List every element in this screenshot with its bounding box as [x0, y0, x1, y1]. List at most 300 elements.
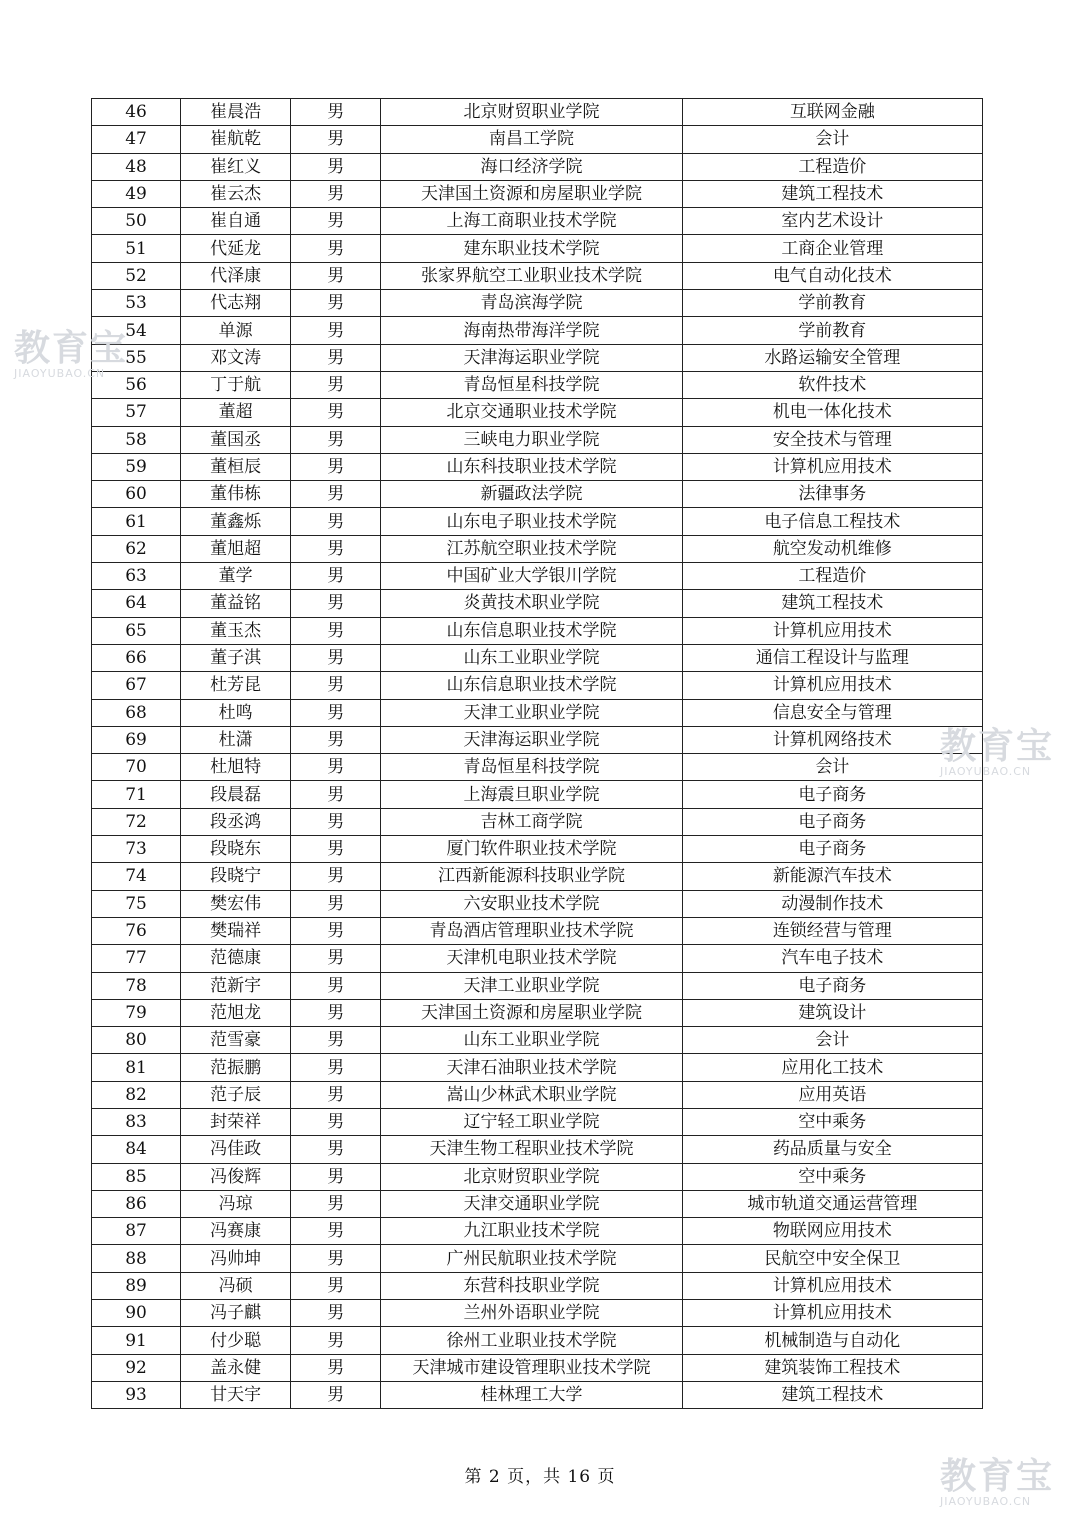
watermark-text: 教育宝 [14, 328, 129, 369]
major-cell: 计算机应用技术 [682, 453, 982, 480]
major-cell: 法律事务 [682, 481, 982, 508]
student-name-cell: 董鑫烁 [181, 508, 291, 535]
row-number-cell: 70 [92, 754, 181, 781]
student-name-cell: 崔云杰 [181, 180, 291, 207]
gender-cell: 男 [291, 371, 381, 398]
student-name-cell: 邓文涛 [181, 344, 291, 371]
college-cell: 天津交通职业学院 [381, 1190, 682, 1217]
row-number-cell: 72 [92, 808, 181, 835]
table-row [92, 917, 983, 944]
college-cell: 北京交通职业技术学院 [381, 399, 682, 426]
page-number-footer: 第 2 页，共 16 页 [464, 1467, 616, 1487]
major-cell: 信息安全与管理 [682, 699, 982, 726]
major-cell: 物联网应用技术 [682, 1218, 982, 1245]
major-cell: 计算机应用技术 [682, 1300, 982, 1327]
gender-cell: 男 [291, 1136, 381, 1163]
table-row [92, 180, 983, 207]
table-row [92, 726, 983, 753]
row-number-cell: 90 [92, 1300, 181, 1327]
gender-cell: 男 [291, 890, 381, 917]
row-number-cell: 80 [92, 1027, 181, 1054]
table-row [92, 1136, 983, 1163]
college-cell: 北京财贸职业学院 [381, 99, 682, 126]
college-cell: 炎黄技术职业学院 [381, 590, 682, 617]
gender-cell: 男 [291, 426, 381, 453]
college-cell: 徐州工业职业技术学院 [381, 1327, 682, 1354]
table-row [92, 371, 983, 398]
major-cell: 空中乘务 [682, 1163, 982, 1190]
gender-cell: 男 [291, 726, 381, 753]
college-cell: 山东工业职业学院 [381, 1027, 682, 1054]
table-row [92, 535, 983, 562]
major-cell: 新能源汽车技术 [682, 863, 982, 890]
gender-cell: 男 [291, 344, 381, 371]
student-name-cell: 付少聪 [181, 1327, 291, 1354]
gender-cell: 男 [291, 945, 381, 972]
row-number-cell: 81 [92, 1054, 181, 1081]
college-cell: 海口经济学院 [381, 153, 682, 180]
major-cell: 电气自动化技术 [682, 262, 982, 289]
college-cell: 吉林工商学院 [381, 808, 682, 835]
gender-cell: 男 [291, 1054, 381, 1081]
gender-cell: 男 [291, 453, 381, 480]
row-number-cell: 63 [92, 563, 181, 590]
college-cell: 海南热带海洋学院 [381, 317, 682, 344]
college-cell: 山东信息职业技术学院 [381, 672, 682, 699]
major-cell: 机械制造与自动化 [682, 1327, 982, 1354]
gender-cell: 男 [291, 481, 381, 508]
student-name-cell: 冯硕 [181, 1272, 291, 1299]
gender-cell: 男 [291, 644, 381, 671]
gender-cell: 男 [291, 999, 381, 1026]
row-number-cell: 69 [92, 726, 181, 753]
student-name-cell: 代延龙 [181, 235, 291, 262]
major-cell: 建筑工程技术 [682, 590, 982, 617]
student-name-cell: 范德康 [181, 945, 291, 972]
college-cell: 青岛恒星科技学院 [381, 754, 682, 781]
student-name-cell: 杜旭特 [181, 754, 291, 781]
row-number-cell: 49 [92, 180, 181, 207]
table-row [92, 508, 983, 535]
major-cell: 软件技术 [682, 371, 982, 398]
row-number-cell: 57 [92, 399, 181, 426]
student-name-cell: 樊宏伟 [181, 890, 291, 917]
table-row [92, 99, 983, 126]
row-number-cell: 46 [92, 99, 181, 126]
row-number-cell: 60 [92, 481, 181, 508]
row-number-cell: 87 [92, 1218, 181, 1245]
college-cell: 天津城市建设管理职业技术学院 [381, 1354, 682, 1381]
major-cell: 通信工程设计与监理 [682, 644, 982, 671]
college-cell: 上海震旦职业学院 [381, 781, 682, 808]
student-name-cell: 崔航乾 [181, 126, 291, 153]
college-cell: 张家界航空工业职业技术学院 [381, 262, 682, 289]
major-cell: 学前教育 [682, 290, 982, 317]
gender-cell: 男 [291, 1272, 381, 1299]
student-name-cell: 范雪豪 [181, 1027, 291, 1054]
table-row [92, 808, 983, 835]
major-cell: 工程造价 [682, 153, 982, 180]
student-name-cell: 董益铭 [181, 590, 291, 617]
student-name-cell: 杜芳昆 [181, 672, 291, 699]
student-name-cell: 段晓宁 [181, 863, 291, 890]
student-name-cell: 冯赛康 [181, 1218, 291, 1245]
table-row [92, 399, 983, 426]
row-number-cell: 51 [92, 235, 181, 262]
student-name-cell: 冯子麒 [181, 1300, 291, 1327]
table-row [92, 1245, 983, 1272]
row-number-cell: 55 [92, 344, 181, 371]
gender-cell: 男 [291, 1218, 381, 1245]
table-row [92, 1381, 983, 1408]
watermark-text: 教育宝 [940, 726, 1055, 767]
college-cell: 天津石油职业技术学院 [381, 1054, 682, 1081]
major-cell: 计算机应用技术 [682, 672, 982, 699]
student-name-cell: 盖永健 [181, 1354, 291, 1381]
major-cell: 电子商务 [682, 836, 982, 863]
college-cell: 山东电子职业技术学院 [381, 508, 682, 535]
gender-cell: 男 [291, 672, 381, 699]
major-cell: 电子商务 [682, 808, 982, 835]
table-row [92, 1190, 983, 1217]
table-row [92, 890, 983, 917]
college-cell: 上海工商职业技术学院 [381, 208, 682, 235]
row-number-cell: 85 [92, 1163, 181, 1190]
table-row [92, 1027, 983, 1054]
major-cell: 室内艺术设计 [682, 208, 982, 235]
row-number-cell: 66 [92, 644, 181, 671]
gender-cell: 男 [291, 836, 381, 863]
major-cell: 电子商务 [682, 972, 982, 999]
row-number-cell: 61 [92, 508, 181, 535]
row-number-cell: 59 [92, 453, 181, 480]
gender-cell: 男 [291, 1300, 381, 1327]
table-row [92, 1163, 983, 1190]
college-cell: 六安职业技术学院 [381, 890, 682, 917]
table-row [92, 672, 983, 699]
student-name-cell: 段丞鸿 [181, 808, 291, 835]
major-cell: 会计 [682, 1027, 982, 1054]
gender-cell: 男 [291, 1190, 381, 1217]
row-number-cell: 93 [92, 1381, 181, 1408]
row-number-cell: 84 [92, 1136, 181, 1163]
row-number-cell: 48 [92, 153, 181, 180]
college-cell: 青岛滨海学院 [381, 290, 682, 317]
major-cell: 药品质量与安全 [682, 1136, 982, 1163]
row-number-cell: 65 [92, 617, 181, 644]
major-cell: 城市轨道交通运营管理 [682, 1190, 982, 1217]
college-cell: 江苏航空职业技术学院 [381, 535, 682, 562]
major-cell: 计算机应用技术 [682, 617, 982, 644]
row-number-cell: 67 [92, 672, 181, 699]
gender-cell: 男 [291, 1108, 381, 1135]
row-number-cell: 91 [92, 1327, 181, 1354]
student-name-cell: 封荣祥 [181, 1108, 291, 1135]
college-cell: 东营科技职业学院 [381, 1272, 682, 1299]
gender-cell: 男 [291, 99, 381, 126]
major-cell: 电子商务 [682, 781, 982, 808]
student-name-cell: 樊瑞祥 [181, 917, 291, 944]
admission-list-table [91, 98, 983, 1409]
table-row [92, 1327, 983, 1354]
gender-cell: 男 [291, 781, 381, 808]
student-name-cell: 崔自通 [181, 208, 291, 235]
student-name-cell: 范子辰 [181, 1081, 291, 1108]
college-cell: 北京财贸职业学院 [381, 1163, 682, 1190]
table-row [92, 235, 983, 262]
table-row [92, 754, 983, 781]
college-cell: 天津机电职业技术学院 [381, 945, 682, 972]
college-cell: 天津工业职业学院 [381, 972, 682, 999]
row-number-cell: 74 [92, 863, 181, 890]
student-name-cell: 代志翔 [181, 290, 291, 317]
major-cell: 建筑工程技术 [682, 1381, 982, 1408]
major-cell: 汽车电子技术 [682, 945, 982, 972]
table-row [92, 863, 983, 890]
table-row [92, 126, 983, 153]
student-name-cell: 董旭超 [181, 535, 291, 562]
row-number-cell: 52 [92, 262, 181, 289]
table-row [92, 563, 983, 590]
college-cell: 青岛酒店管理职业技术学院 [381, 917, 682, 944]
college-cell: 青岛恒星科技学院 [381, 371, 682, 398]
table-row [92, 945, 983, 972]
table-row [92, 1272, 983, 1299]
college-cell: 中国矿业大学银川学院 [381, 563, 682, 590]
gender-cell: 男 [291, 1245, 381, 1272]
college-cell: 天津海运职业学院 [381, 344, 682, 371]
table-row [92, 426, 983, 453]
student-name-cell: 范旭龙 [181, 999, 291, 1026]
college-cell: 山东工业职业学院 [381, 644, 682, 671]
table-row [92, 699, 983, 726]
gender-cell: 男 [291, 863, 381, 890]
gender-cell: 男 [291, 1163, 381, 1190]
row-number-cell: 50 [92, 208, 181, 235]
table-row [92, 781, 983, 808]
gender-cell: 男 [291, 917, 381, 944]
student-name-cell: 丁于航 [181, 371, 291, 398]
table-row [92, 208, 983, 235]
major-cell: 电子信息工程技术 [682, 508, 982, 535]
table-row [92, 1081, 983, 1108]
major-cell: 机电一体化技术 [682, 399, 982, 426]
gender-cell: 男 [291, 590, 381, 617]
college-cell: 山东科技职业技术学院 [381, 453, 682, 480]
student-name-cell: 范振鹏 [181, 1054, 291, 1081]
gender-cell: 男 [291, 153, 381, 180]
row-number-cell: 83 [92, 1108, 181, 1135]
watermark-text: 教育宝 [940, 1456, 1055, 1497]
college-cell: 九江职业技术学院 [381, 1218, 682, 1245]
college-cell: 南昌工学院 [381, 126, 682, 153]
major-cell: 建筑设计 [682, 999, 982, 1026]
gender-cell: 男 [291, 508, 381, 535]
major-cell: 建筑工程技术 [682, 180, 982, 207]
gender-cell: 男 [291, 1327, 381, 1354]
table-row [92, 590, 983, 617]
student-name-cell: 冯俊辉 [181, 1163, 291, 1190]
major-cell: 会计 [682, 126, 982, 153]
student-name-cell: 董学 [181, 563, 291, 590]
gender-cell: 男 [291, 317, 381, 344]
watermark-logo [14, 330, 128, 380]
student-name-cell: 甘天宇 [181, 1381, 291, 1408]
student-name-cell: 董桓辰 [181, 453, 291, 480]
gender-cell: 男 [291, 1354, 381, 1381]
gender-cell: 男 [291, 1081, 381, 1108]
student-name-cell: 董子淇 [181, 644, 291, 671]
college-cell: 广州民航职业技术学院 [381, 1245, 682, 1272]
row-number-cell: 73 [92, 836, 181, 863]
gender-cell: 男 [291, 208, 381, 235]
table-row [92, 1054, 983, 1081]
major-cell: 应用英语 [682, 1081, 982, 1108]
major-cell: 互联网金融 [682, 99, 982, 126]
major-cell: 学前教育 [682, 317, 982, 344]
college-cell: 山东信息职业技术学院 [381, 617, 682, 644]
table-row [92, 644, 983, 671]
major-cell: 会计 [682, 754, 982, 781]
college-cell: 天津生物工程职业技术学院 [381, 1136, 682, 1163]
college-cell: 江西新能源科技职业学院 [381, 863, 682, 890]
table-row [92, 1108, 983, 1135]
gender-cell: 男 [291, 972, 381, 999]
table-row [92, 972, 983, 999]
row-number-cell: 92 [92, 1354, 181, 1381]
gender-cell: 男 [291, 1027, 381, 1054]
college-cell: 天津工业职业学院 [381, 699, 682, 726]
table-row [92, 344, 983, 371]
major-cell: 应用化工技术 [682, 1054, 982, 1081]
watermark-domain: JIAOYUBAO.CN [940, 765, 1032, 778]
table-row [92, 617, 983, 644]
major-cell: 民航空中安全保卫 [682, 1245, 982, 1272]
table-row [92, 1354, 983, 1381]
college-cell: 嵩山少林武术职业学院 [381, 1081, 682, 1108]
gender-cell: 男 [291, 699, 381, 726]
college-cell: 桂林理工大学 [381, 1381, 682, 1408]
student-name-cell: 董伟栋 [181, 481, 291, 508]
major-cell: 安全技术与管理 [682, 426, 982, 453]
row-number-cell: 75 [92, 890, 181, 917]
row-number-cell: 88 [92, 1245, 181, 1272]
row-number-cell: 56 [92, 371, 181, 398]
gender-cell: 男 [291, 399, 381, 426]
gender-cell: 男 [291, 235, 381, 262]
college-cell: 三峡电力职业学院 [381, 426, 682, 453]
gender-cell: 男 [291, 1381, 381, 1408]
college-cell: 辽宁轻工职业学院 [381, 1108, 682, 1135]
student-name-cell: 冯帅坤 [181, 1245, 291, 1272]
table-row [92, 836, 983, 863]
student-name-cell: 杜鸣 [181, 699, 291, 726]
student-name-cell: 冯琼 [181, 1190, 291, 1217]
major-cell: 工商企业管理 [682, 235, 982, 262]
row-number-cell: 62 [92, 535, 181, 562]
student-name-cell: 董玉杰 [181, 617, 291, 644]
major-cell: 连锁经营与管理 [682, 917, 982, 944]
table-row [92, 1300, 983, 1327]
table-row [92, 153, 983, 180]
student-name-cell: 杜潇 [181, 726, 291, 753]
watermark-logo [940, 1458, 1054, 1508]
gender-cell: 男 [291, 180, 381, 207]
student-name-cell: 崔红义 [181, 153, 291, 180]
gender-cell: 男 [291, 754, 381, 781]
row-number-cell: 71 [92, 781, 181, 808]
row-number-cell: 78 [92, 972, 181, 999]
row-number-cell: 68 [92, 699, 181, 726]
major-cell: 动漫制作技术 [682, 890, 982, 917]
student-name-cell: 单源 [181, 317, 291, 344]
row-number-cell: 86 [92, 1190, 181, 1217]
college-cell: 天津国土资源和房屋职业学院 [381, 180, 682, 207]
college-cell: 天津国土资源和房屋职业学院 [381, 999, 682, 1026]
table-row [92, 453, 983, 480]
gender-cell: 男 [291, 808, 381, 835]
table-row [92, 290, 983, 317]
student-name-cell: 董国丞 [181, 426, 291, 453]
row-number-cell: 53 [92, 290, 181, 317]
college-cell: 兰州外语职业学院 [381, 1300, 682, 1327]
student-name-cell: 段晓东 [181, 836, 291, 863]
major-cell: 计算机网络技术 [682, 726, 982, 753]
watermark-domain: JIAOYUBAO.CN [940, 1495, 1032, 1508]
college-cell: 新疆政法学院 [381, 481, 682, 508]
student-name-cell: 董超 [181, 399, 291, 426]
college-cell: 天津海运职业学院 [381, 726, 682, 753]
row-number-cell: 64 [92, 590, 181, 617]
row-number-cell: 47 [92, 126, 181, 153]
row-number-cell: 79 [92, 999, 181, 1026]
row-number-cell: 89 [92, 1272, 181, 1299]
major-cell: 工程造价 [682, 563, 982, 590]
major-cell: 建筑装饰工程技术 [682, 1354, 982, 1381]
gender-cell: 男 [291, 563, 381, 590]
gender-cell: 男 [291, 126, 381, 153]
gender-cell: 男 [291, 262, 381, 289]
row-number-cell: 58 [92, 426, 181, 453]
college-cell: 厦门软件职业技术学院 [381, 836, 682, 863]
table-row [92, 1218, 983, 1245]
gender-cell: 男 [291, 290, 381, 317]
gender-cell: 男 [291, 617, 381, 644]
table-row [92, 999, 983, 1026]
watermark-logo [940, 728, 1054, 778]
student-name-cell: 范新宇 [181, 972, 291, 999]
row-number-cell: 82 [92, 1081, 181, 1108]
row-number-cell: 77 [92, 945, 181, 972]
major-cell: 水路运输安全管理 [682, 344, 982, 371]
table-row [92, 481, 983, 508]
major-cell: 计算机应用技术 [682, 1272, 982, 1299]
table-row [92, 262, 983, 289]
major-cell: 空中乘务 [682, 1108, 982, 1135]
student-name-cell: 段晨磊 [181, 781, 291, 808]
major-cell: 航空发动机维修 [682, 535, 982, 562]
student-name-cell: 崔晨浩 [181, 99, 291, 126]
gender-cell: 男 [291, 535, 381, 562]
college-cell: 建东职业技术学院 [381, 235, 682, 262]
admission-list-body [92, 99, 983, 1409]
row-number-cell: 76 [92, 917, 181, 944]
row-number-cell: 54 [92, 317, 181, 344]
watermark-domain: JIAOYUBAO.CN [14, 367, 106, 380]
table-row [92, 317, 983, 344]
student-name-cell: 冯佳政 [181, 1136, 291, 1163]
student-name-cell: 代泽康 [181, 262, 291, 289]
